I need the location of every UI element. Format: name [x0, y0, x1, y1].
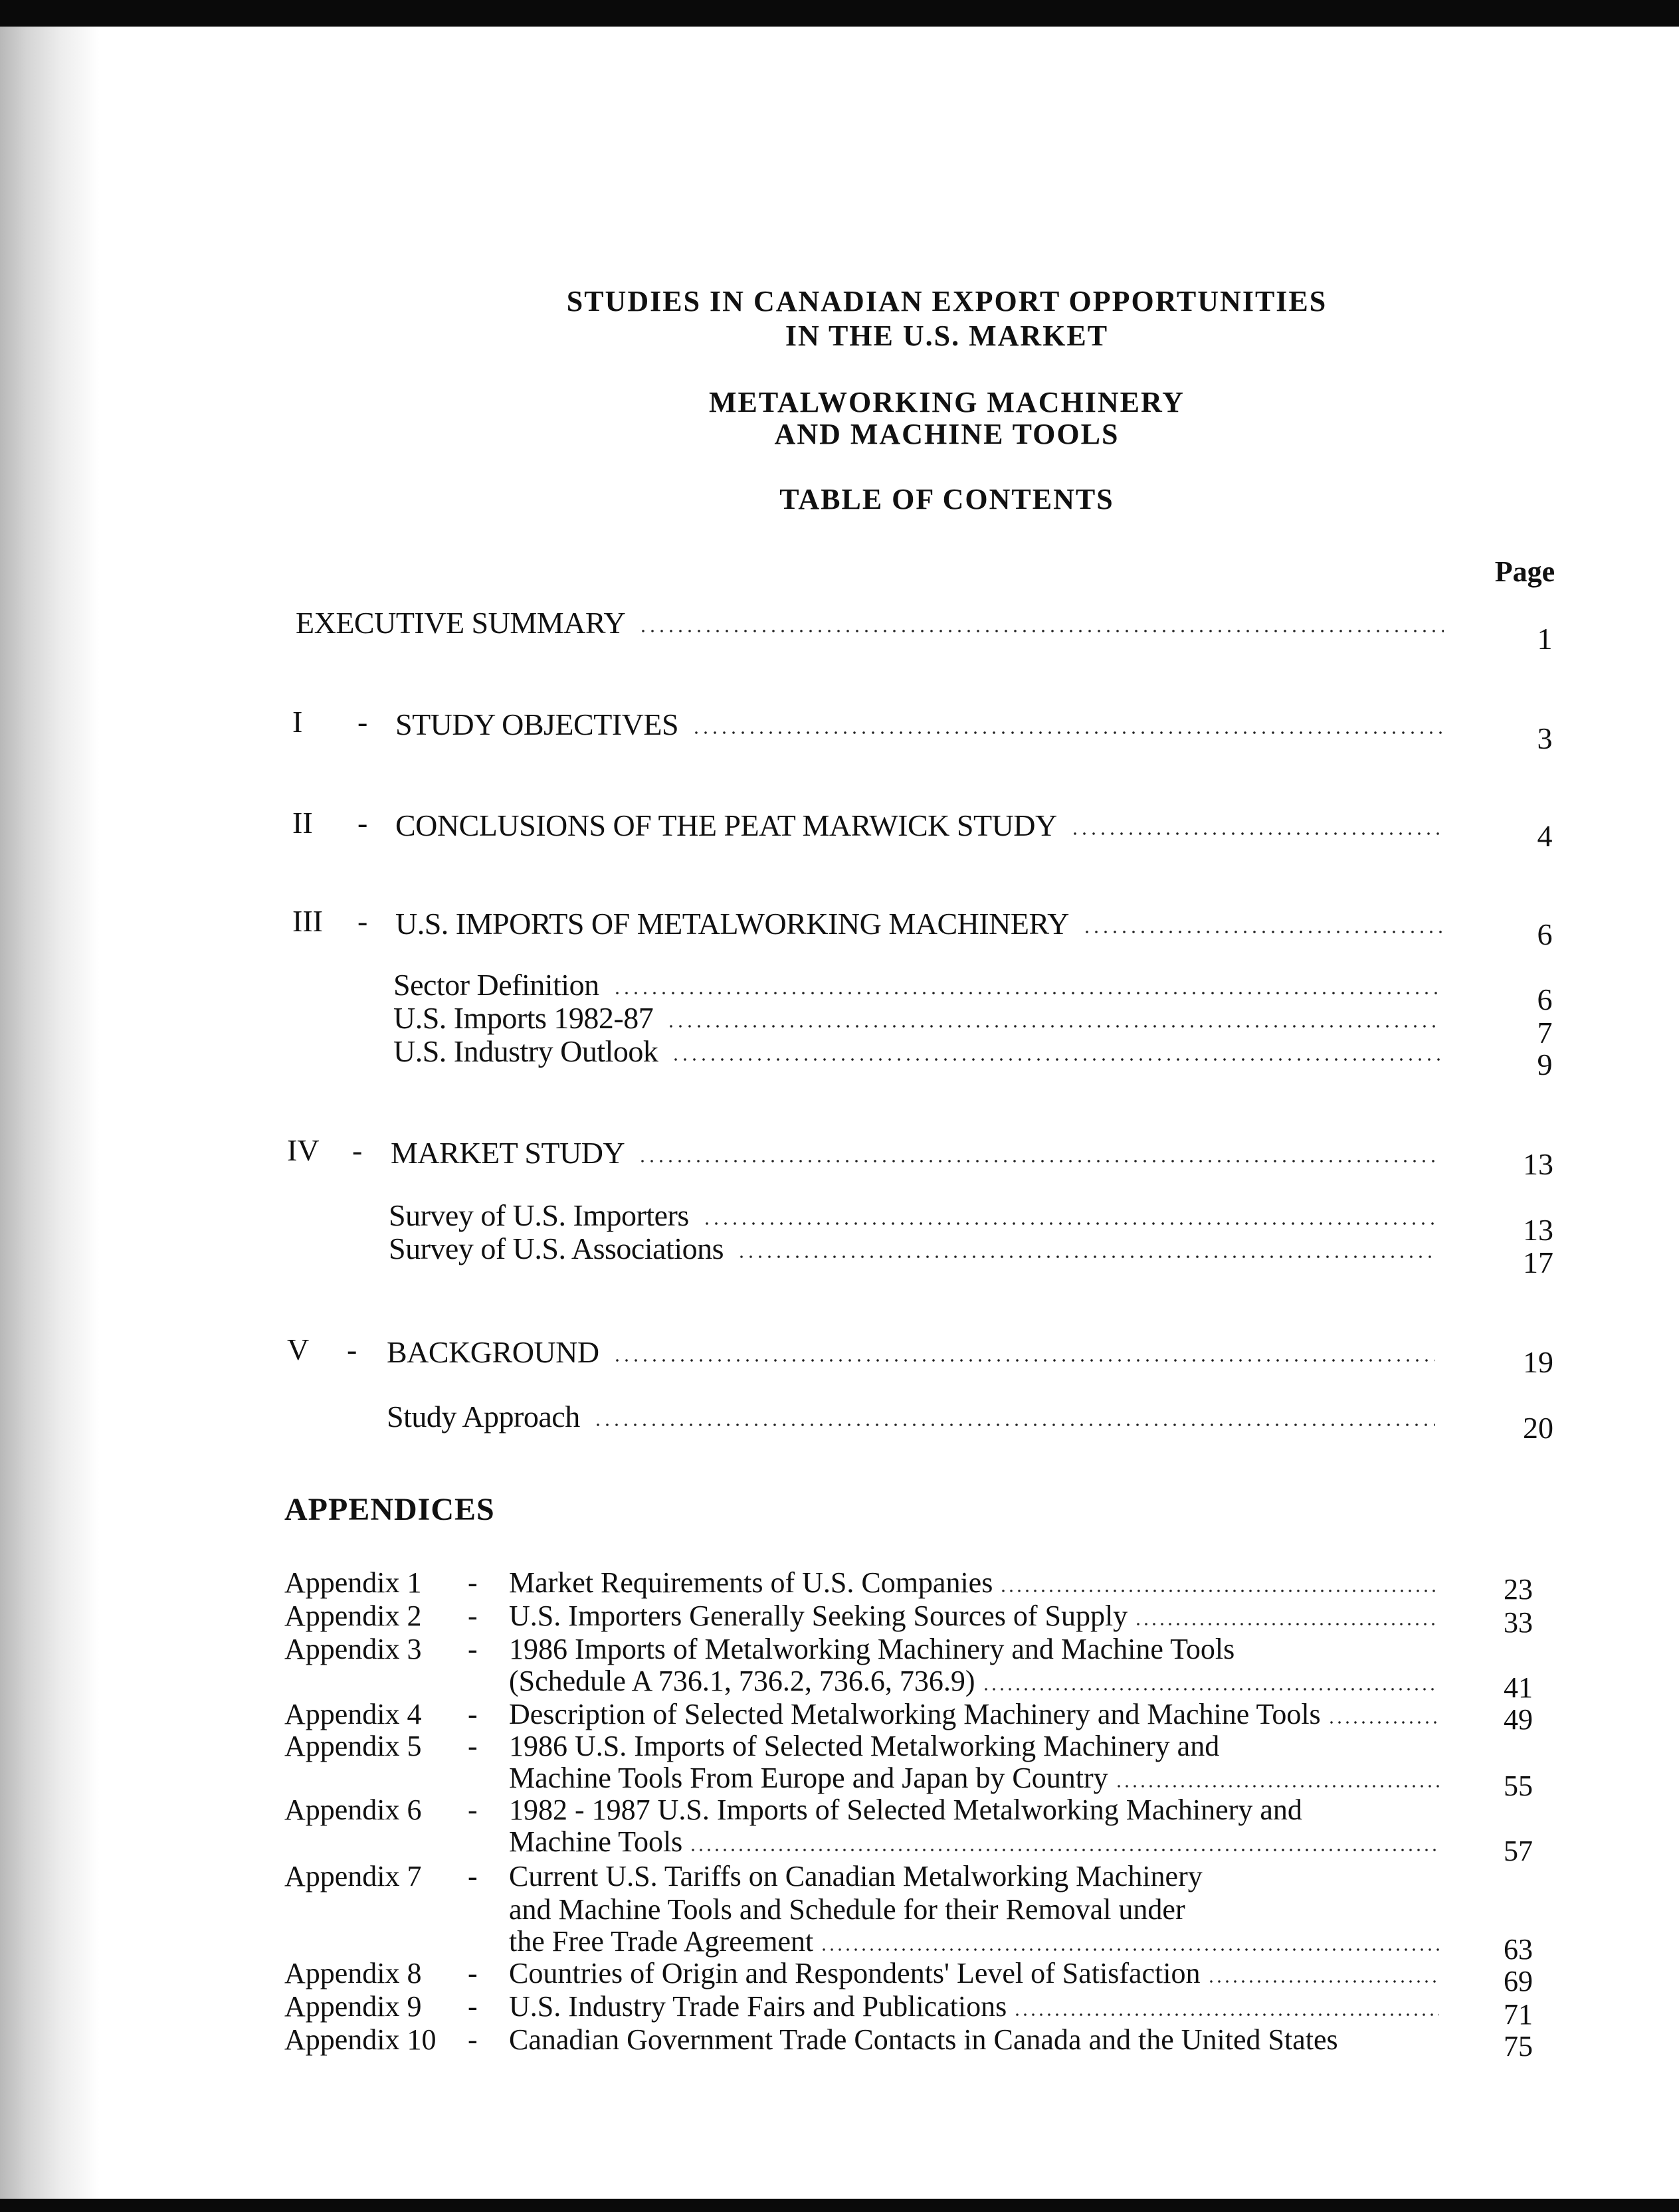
dot-leader: [666, 1024, 1442, 1028]
appendix-3-line-2: [509, 1665, 1439, 1698]
appendix-label: Appendix 6: [284, 1794, 422, 1826]
dot-leader: [1013, 2013, 1439, 2017]
page-column-header: Page: [1494, 555, 1555, 588]
dot-leader: [702, 1222, 1437, 1226]
scan-top-border: [0, 0, 1679, 27]
toc-entry-title: Study Approach: [387, 1400, 580, 1433]
toc-entry-page: 9: [1537, 1048, 1553, 1081]
dot-leader: [1082, 930, 1444, 934]
toc-subentry-sector-definition: [393, 968, 1450, 1003]
appendix-2-line: [509, 1600, 1439, 1633]
appendix-page: 75: [1504, 2030, 1533, 2063]
section-dash: -: [347, 1333, 357, 1366]
appendix-dash: -: [468, 1730, 478, 1762]
appendix-page: 33: [1504, 1606, 1533, 1639]
toc-entry-title: Sector Definition: [393, 968, 599, 1002]
appendix-dash: -: [468, 1794, 478, 1826]
toc-entry-title: STUDY OBJECTIVES: [395, 707, 679, 741]
toc-entry-title: CONCLUSIONS OF THE PEAT MARWICK STUDY: [395, 808, 1057, 842]
dot-leader: [1134, 1622, 1439, 1626]
toc-entry-page: 1: [1537, 622, 1553, 656]
scan-left-shadow: [0, 27, 100, 2199]
appendix-page: 71: [1504, 1998, 1533, 2031]
appendix-dash: -: [468, 1600, 478, 1632]
section-numeral: V: [287, 1333, 310, 1366]
appendix-label: Appendix 5: [284, 1730, 422, 1762]
appendix-label: Appendix 3: [284, 1633, 422, 1665]
toc-entry-background: [387, 1331, 1443, 1370]
toc-subentry-study-approach: [387, 1395, 1443, 1435]
toc-entry-page: 13: [1523, 1147, 1553, 1181]
dot-leader: [671, 1058, 1442, 1061]
toc-entry-page: 17: [1523, 1245, 1553, 1279]
toc-entry-us-imports: [395, 902, 1452, 942]
dot-leader: [689, 1848, 1439, 1852]
appendix-label: Appendix 10: [284, 2023, 437, 2056]
dot-leader: [1328, 1720, 1439, 1724]
appendix-title: 1986 U.S. Imports of Selected Metalworking Machinery and: [509, 1730, 1220, 1762]
appendix-1-line: [509, 1566, 1439, 1600]
appendices-heading: APPENDICES: [284, 1492, 495, 1527]
appendix-8-line: [509, 1957, 1439, 1990]
toc-entry-title: Survey of U.S. Associations: [389, 1232, 724, 1265]
appendix-page: 69: [1504, 1965, 1533, 1997]
section-dash: -: [357, 705, 368, 739]
appendix-title-continued: the Free Trade Agreement: [509, 1925, 814, 1958]
appendix-dash: -: [468, 2023, 478, 2056]
section-numeral: I: [292, 705, 303, 739]
appendix-6-line-2: [509, 1825, 1439, 1859]
dot-leader: [982, 1687, 1439, 1691]
appendix-title-continued: (Schedule A 736.1, 736.2, 736.6, 736.9): [509, 1665, 975, 1697]
subject-title-line-1: METALWORKING MACHINERY: [709, 386, 1185, 418]
dot-leader: [613, 1358, 1435, 1362]
section-numeral: IV: [287, 1133, 320, 1167]
appendix-title: U.S. Importers Generally Seeking Sources of Supply: [509, 1600, 1128, 1632]
toc-entry-executive-summary: [296, 601, 1452, 641]
toc-entry-title: U.S. Imports 1982-87: [393, 1001, 654, 1035]
toc-subentry-survey-importers: [389, 1199, 1445, 1234]
toc-entry-title: BACKGROUND: [387, 1335, 599, 1369]
appendix-title: Description of Selected Metalworking Machinery and Machine Tools: [509, 1698, 1321, 1730]
appendix-label: Appendix 1: [284, 1566, 422, 1599]
dot-leader: [820, 1948, 1439, 1952]
dot-leader: [613, 991, 1442, 995]
toc-entry-title: Survey of U.S. Importers: [389, 1198, 689, 1232]
appendix-dash: -: [468, 1566, 478, 1599]
dot-leader: [1115, 1784, 1439, 1788]
report-title-line-1: STUDIES IN CANADIAN EXPORT OPPORTUNITIES: [566, 285, 1328, 318]
toc-entry-page: 19: [1523, 1345, 1553, 1379]
toc-entry-market-study: [391, 1131, 1447, 1171]
dot-leader: [639, 629, 1444, 633]
dot-leader: [692, 731, 1444, 735]
toc-entry-study-objectives: [395, 703, 1452, 743]
dot-leader: [1207, 1980, 1439, 1983]
appendix-title: 1982 - 1987 U.S. Imports of Selected Metalworking Machinery and: [509, 1794, 1302, 1826]
appendix-title: Canadian Government Trade Contacts in Canada and the United States: [509, 2023, 1338, 2056]
toc-entry-title: MARKET STUDY: [391, 1136, 625, 1170]
report-title-line-2: IN THE U.S. MARKET: [785, 320, 1109, 352]
scan-bottom-border: [0, 2199, 1679, 2212]
appendix-title: Market Requirements of U.S. Companies: [509, 1566, 993, 1599]
appendix-label: Appendix 8: [284, 1957, 422, 1989]
appendix-4-line: [509, 1698, 1439, 1731]
appendix-title: Countries of Origin and Respondents' Level of Satisfaction: [509, 1957, 1201, 1989]
subject-title-line-2: AND MACHINE TOOLS: [774, 418, 1120, 450]
toc-subentry-industry-outlook: [393, 1035, 1450, 1069]
appendix-dash: -: [468, 1990, 478, 2023]
appendix-page: 23: [1504, 1573, 1533, 1606]
appendix-title: Current U.S. Tariffs on Canadian Metalworking Machinery: [509, 1860, 1203, 1892]
appendix-dash: -: [468, 1633, 478, 1665]
appendix-dash: -: [468, 1957, 478, 1989]
appendix-page: 57: [1504, 1835, 1533, 1867]
dot-leader: [638, 1159, 1439, 1163]
toc-entry-page: 6: [1537, 917, 1553, 951]
appendix-title-continued: Machine Tools: [509, 1825, 683, 1858]
toc-subentry-survey-associations: [389, 1232, 1445, 1267]
appendix-label: Appendix 7: [284, 1860, 422, 1892]
appendix-page: 55: [1504, 1770, 1533, 1802]
toc-entry-page: 3: [1537, 721, 1553, 755]
section-numeral: III: [292, 904, 323, 938]
appendix-label: Appendix 9: [284, 1990, 422, 2023]
appendix-title: U.S. Industry Trade Fairs and Publications: [509, 1990, 1007, 2023]
appendix-7-line-3: [509, 1925, 1439, 1958]
toc-entry-page: 7: [1537, 1016, 1553, 1050]
appendix-dash: -: [468, 1698, 478, 1730]
appendix-title-continued: Machine Tools From Europe and Japan by Country: [509, 1762, 1108, 1794]
appendix-page: 41: [1504, 1671, 1533, 1704]
appendix-title-continued: and Machine Tools and Schedule for their Removal under: [509, 1893, 1185, 1926]
toc-subentry-us-imports-1982-87: [393, 1002, 1450, 1036]
toc-entry-title: EXECUTIVE SUMMARY: [296, 606, 626, 640]
appendix-page: 49: [1504, 1703, 1533, 1736]
toc-heading: TABLE OF CONTENTS: [779, 483, 1114, 515]
dot-leader: [737, 1255, 1437, 1259]
appendix-5-line-2: [509, 1762, 1439, 1795]
appendix-title: 1986 Imports of Metalworking Machinery and Machine Tools: [509, 1633, 1235, 1665]
toc-entry-title: U.S. IMPORTS OF METALWORKING MACHINERY: [395, 907, 1069, 941]
appendix-label: Appendix 2: [284, 1600, 422, 1632]
toc-entry-title: U.S. Industry Outlook: [393, 1034, 658, 1068]
toc-entry-conclusions: [395, 804, 1452, 844]
toc-entry-page: 13: [1523, 1213, 1553, 1247]
appendix-9-line: [509, 1990, 1439, 2023]
section-dash: -: [357, 904, 368, 938]
toc-entry-page: 20: [1523, 1411, 1553, 1445]
section-dash: -: [352, 1133, 363, 1167]
appendix-page: 63: [1504, 1933, 1533, 1966]
dot-leader: [1070, 832, 1444, 836]
dot-leader: [999, 1589, 1439, 1593]
toc-entry-page: 4: [1537, 819, 1553, 853]
toc-entry-page: 6: [1537, 982, 1553, 1016]
section-numeral: II: [292, 806, 313, 840]
section-dash: -: [357, 806, 368, 840]
appendix-dash: -: [468, 1860, 478, 1892]
dot-leader: [593, 1423, 1435, 1427]
appendix-label: Appendix 4: [284, 1698, 422, 1730]
